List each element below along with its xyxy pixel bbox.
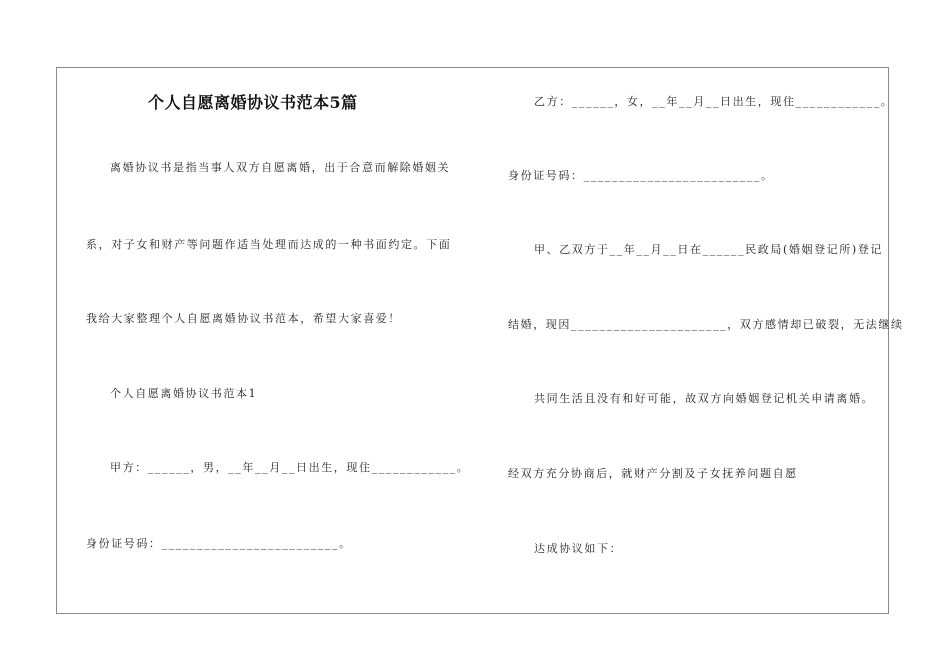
party-b-id-number: 身份证号码：_________________________。	[508, 169, 774, 182]
document-page	[56, 67, 889, 614]
document-title: 个人自愿离婚协议书范本5篇	[148, 93, 358, 112]
marriage-registration-line-1: 甲、乙双方于__年__月__日在______民政局(婚姻登记所)登记	[534, 243, 883, 256]
marriage-registration-line-3: 共同生活且没有和好可能，故双方向婚姻登记机关申请离婚。	[534, 392, 875, 405]
intro-paragraph-line-3: 我给大家整理个人自愿离婚协议书范本，希望大家喜爱！	[86, 312, 401, 325]
party-a-info: 甲方：______，男，__年__月__日出生，现住____________。	[110, 461, 470, 474]
party-a-id-number: 身份证号码：_________________________。	[86, 537, 352, 550]
agreement-terms-heading: 达成协议如下：	[534, 542, 623, 555]
intro-paragraph-line-1: 离婚协议书是指当事人双方自愿离婚，出于合意而解除婚姻关	[110, 161, 451, 174]
agreement-intro-line: 经双方充分协商后，就财产分割及子女抚养问题自愿	[508, 467, 798, 480]
section-heading: 个人自愿离婚协议书范本1	[110, 387, 258, 400]
intro-paragraph-line-2: 系，对子女和财产等问题作适当处理而达成的一种书面约定。下面	[86, 238, 452, 251]
marriage-registration-line-2: 结婚，现因______________________，双方感情却已破裂，无法继续	[508, 318, 904, 331]
party-b-info: 乙方：______，女，__年__月__日出生，现住____________。	[534, 95, 894, 108]
